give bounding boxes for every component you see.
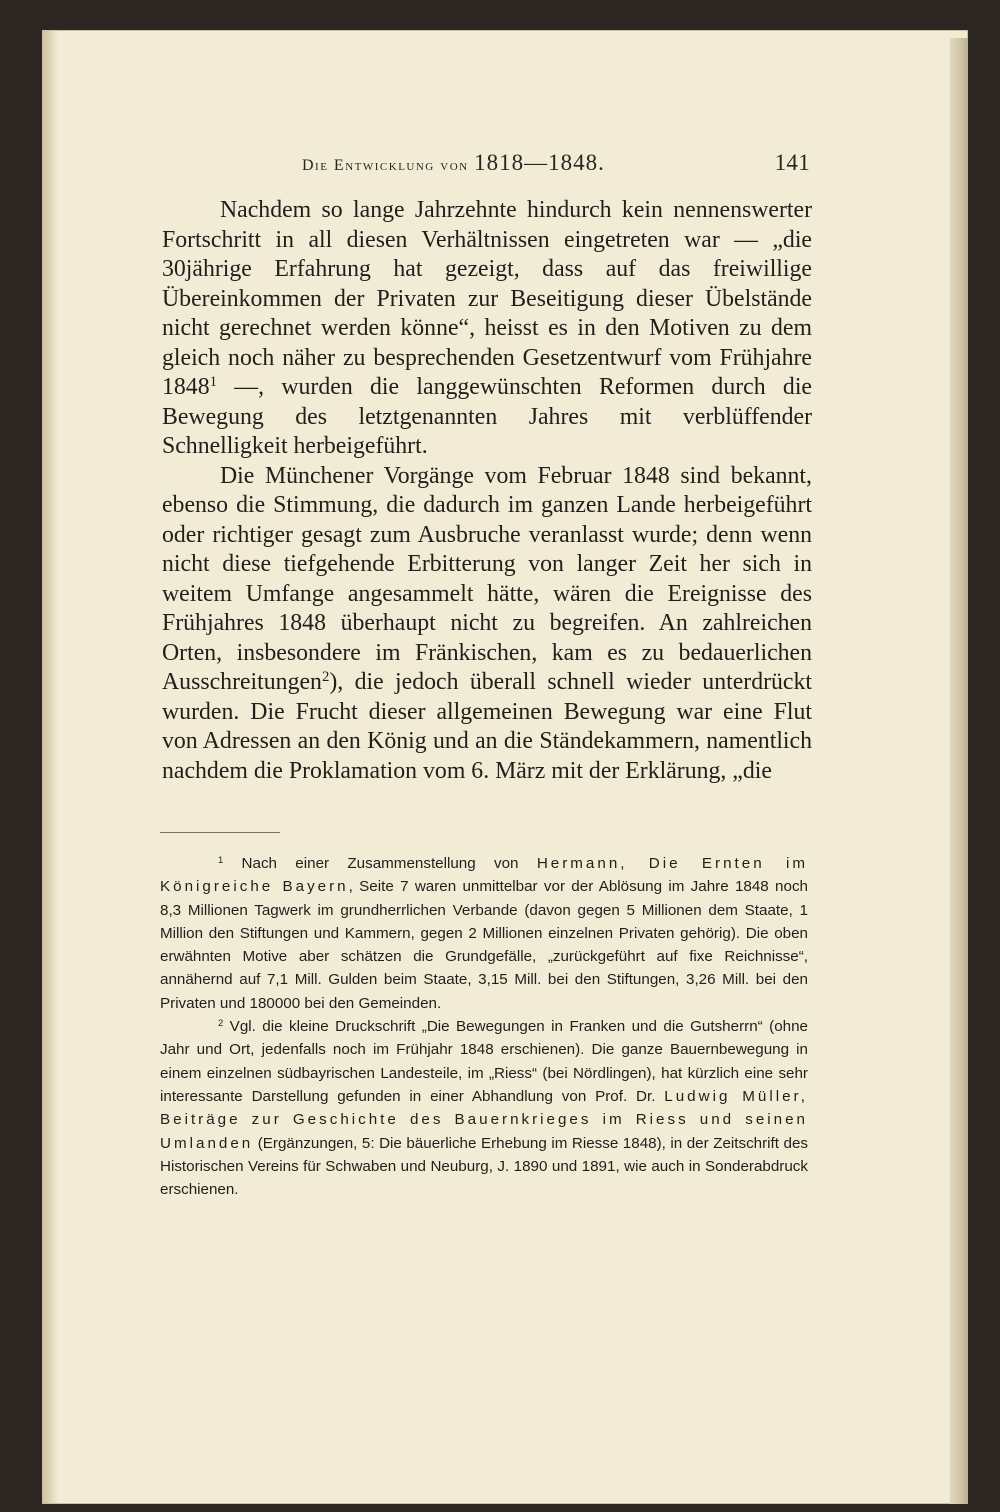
gutter-shadow [42,30,58,1504]
paragraph-1-text-cont: —, wurden die langgewünschten Reformen durch die Bewegung des letztgenannten Jahres mit verblüffender Schnelligkeit herbeigeführt. [162,374,812,459]
running-head-text: Die Entwicklung von [302,157,469,174]
footnote-2-citation: Ludwig Müller, Beiträge zur Geschichte des Bauernkrieges im Riess und seinen Umlanden [160,1087,808,1152]
footnote-2-text-cont: (Ergänzungen, 5: Die bäuerliche Erhebung im Riesse 1848), in der Zeitschrift des Historischen Vereins für Schwaben und Neuburg, J. 1890 und 1891, wie auch in Sonderabdruck erschienen. [160,1134,808,1199]
main-text [162,196,812,786]
paragraph-1 [162,196,812,462]
footnote-2 [160,1015,808,1201]
paragraph-2 [162,462,812,787]
page-number: 141 [774,150,810,175]
footnote-2-text: Vgl. die kleine Druckschrift „Die Bewegungen in Franken und die Gutsherrn“ (ohne Jahr und Ort, jedenfalls noch im Frühjahr 1848 erschienen). Die ganze Bauernbewegung in einem einzelnen südbayrischen Landesteile, im „Riess“ (bei Nördlingen), hat kürzlich eine sehr interessante Darstellung gefunden in einer Abhandlung von Prof. Dr. [160,1018,808,1105]
footnote-1-text: Nach einer Zusammenstellung von [223,855,537,872]
paragraph-2-text-cont: ), die jedoch überall schnell wieder unterdrückt wurden. Die Frucht dieser allgemeinen Bewegung war eine Flut von Adressen an den König und an die Ständekammern, namentlich nachdem die Proklamation vom 6. März mit der Erklärung, „die [162,669,812,784]
running-head-title [302,150,605,176]
running-head [162,144,816,178]
footnote-1-mark: 1 [218,853,224,865]
footnote-2-mark: 2 [218,1016,224,1028]
footnote-1 [160,852,808,1015]
footnote-1-text-cont: , Seite 7 waren unmittelbar vor der Ablösung im Jahre 1848 noch 8,3 Millionen Tagwerk im grundherrlichen Verbande (davon gegen 5 Millionen dem Staate, 1 Million den Stiftungen und Kammern, gegen 2 Millionen einzelnen Privaten gehörig). Die oben erwähnten Motive aber schätzen die Grundgefälle, „zurückgeführt auf fixe Reichnisse“, annähernd auf 7,1 Mill. Gulden beim Staate, 3,15 Mill. bei den Stiftungen, 3,26 Mill. bei den Privaten und 180000 bei den Gemeinden. [160,878,808,1012]
paragraph-2-text: Die Münchener Vorgänge vom Februar 1848 sind bekannt, ebenso die Stimmung, die dadurch im ganzen Lande herbeigeführt oder richtiger gesagt zum Ausbruche veranlasst wurde; denn wenn nicht diese tiefgehende Erbitterung von langer Zeit her sich in weitem Umfange angesammelt hätte, wären die Ereignisse des Frühjahres 1848 überhaupt nicht zu begreifen. An zahlreichen Orten, insbesondere im Fränkischen, kam es zu bedauerlichen Ausschreitungen [162,462,812,695]
page-stack-edge [950,38,968,1504]
paragraph-1-text: Nachdem so lange Jahrzehnte hindurch kein nennenswerter Fortschritt in all diesen Verhältnissen eingetreten war — „die 30jährige Erfahrung hat gezeigt, dass auf das freiwillige Übereinkommen der Privaten zur Beseitigung dieser Übelstände nicht gerechnet werden könne“, heisst es in den Motiven zu dem gleich noch näher zu besprechenden Gesetzentwurf vom Frühjahre 1848 [162,197,812,400]
footnotes [160,852,808,1201]
footnote-ref-1: 1 [209,373,217,390]
running-head-years: 1818—1848. [474,150,605,175]
footnote-ref-2: 2 [321,668,330,685]
footnote-separator [160,832,280,833]
footnote-1-citation: Hermann, Die Ernten im Königreiche Bayern [160,855,808,896]
